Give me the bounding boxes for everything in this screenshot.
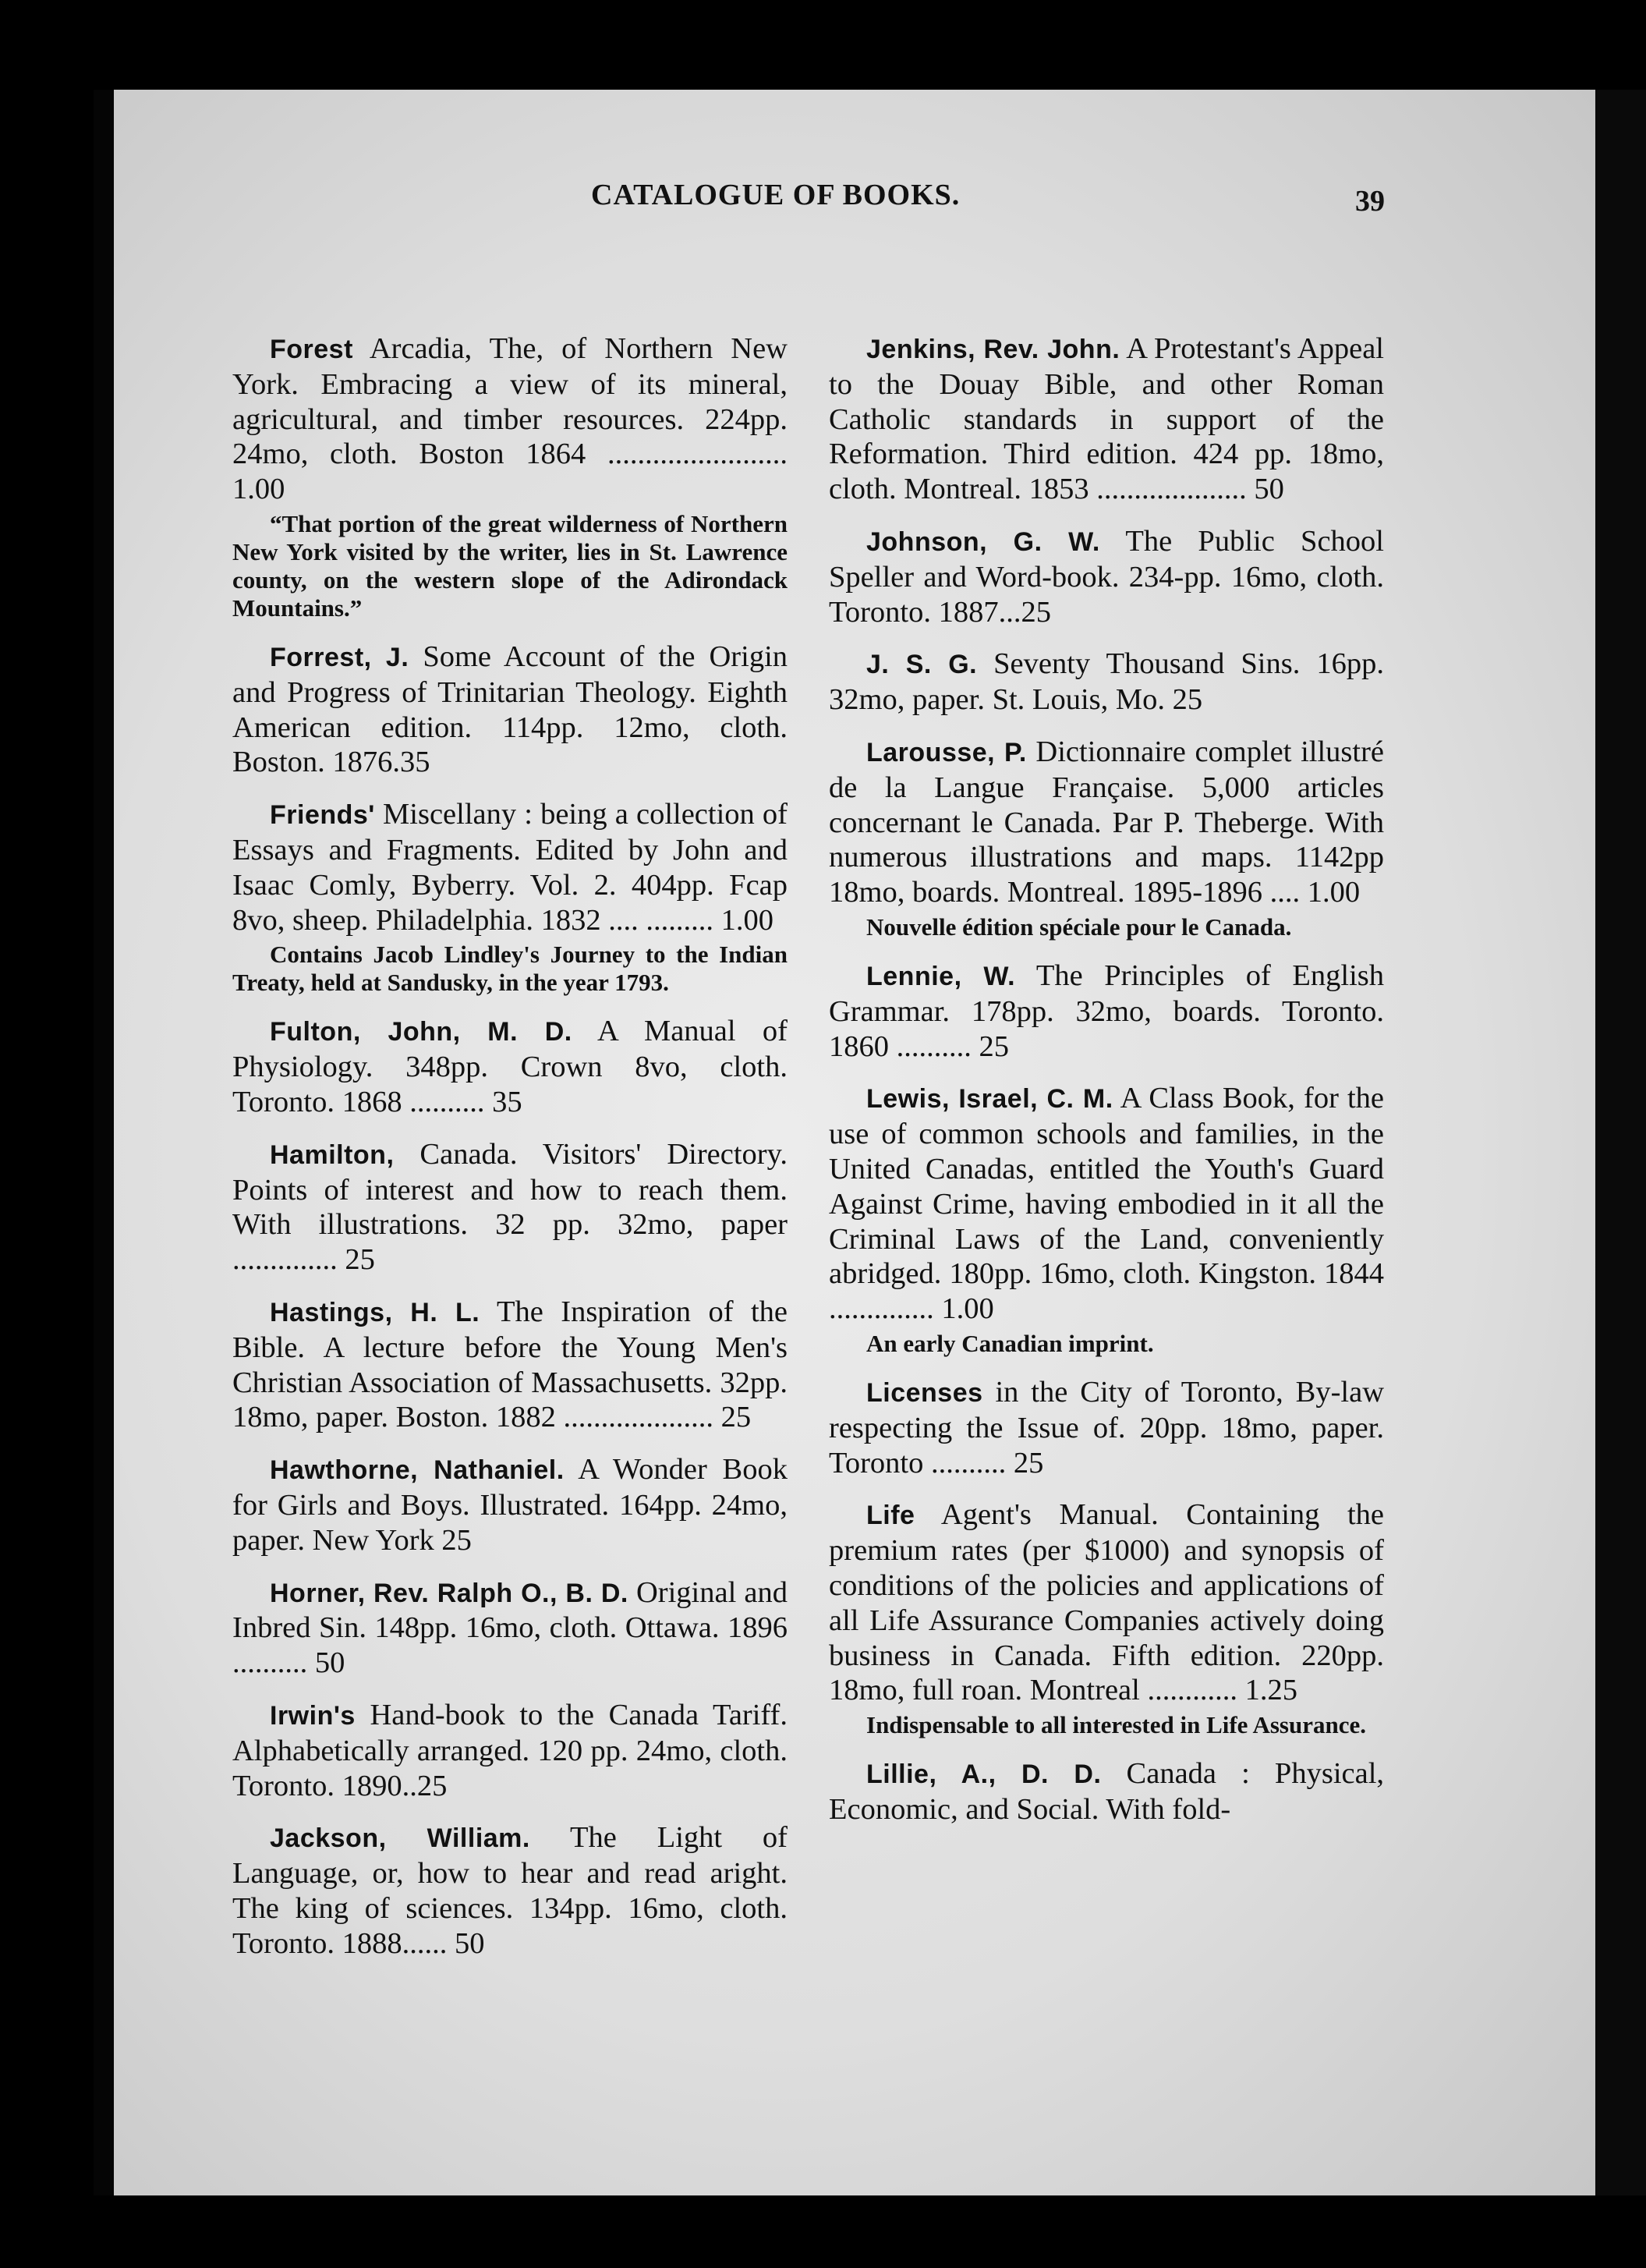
entry-heading: Lewis, Israel, C. M. bbox=[866, 1084, 1113, 1115]
running-head bbox=[0, 178, 1646, 225]
left-column bbox=[232, 331, 788, 1978]
entry-body: Canada : Physical, Economic, and Social. With fold- bbox=[829, 1757, 1385, 1826]
entry-body: A Wonder Book for Girls and Boys. Illustrated. 164pp. 24mo, paper. New York 25 bbox=[232, 1453, 788, 1557]
catalogue-entry bbox=[829, 524, 1384, 629]
entry-heading: Hamilton, bbox=[270, 1139, 395, 1170]
entry-note: “That portion of the great wilderness of Northern New York visited by the writer, lies in St. Lawrence county, on the western slope of the Adirondack Mountains.” bbox=[232, 509, 788, 622]
catalogue-entry bbox=[232, 331, 788, 622]
entry-body: in the City of Toronto, By-law respecting the Issue of. 20pp. 18mo, paper. Toronto .......... 25 bbox=[829, 1375, 1384, 1480]
entry-heading: Life bbox=[866, 1501, 915, 1531]
entry-heading: Jackson, William. bbox=[270, 1823, 530, 1854]
entry-heading: Friends' bbox=[270, 800, 375, 831]
catalogue-entry bbox=[829, 331, 1384, 507]
entry-body: A Class Book, for the use of common schools and families, in the United Canadas, entitled the Youth's Guard Against Crime, having embodied in it all the Criminal Laws of the Land, conveniently abridged. 180pp. 16mo, cloth. Kingston. 1844 .............. 1.00 bbox=[829, 1082, 1384, 1326]
entry-body: Hand-book to the Canada Tariff. Alphabetically arranged. 120 pp. 24mo, cloth. Toronto. 1890..25 bbox=[232, 1698, 788, 1802]
entry-note: An early Canadian imprint. bbox=[866, 1329, 1154, 1357]
entry-note: Contains Jacob Lindley's Journey to the Indian Treaty, held at Sandusky, in the year 1793. bbox=[232, 941, 788, 997]
entry-heading: Horner, Rev. Ralph O., B. D. bbox=[270, 1578, 628, 1608]
entry-heading: Licenses bbox=[866, 1377, 983, 1408]
catalogue-entry bbox=[829, 1497, 1384, 1739]
catalogue-entry bbox=[829, 735, 1384, 941]
entry-body: The Light of Language, or, how to hear and read aright. The king of sciences. 134pp. 16mo, cloth. Toronto. 1888...... 50 bbox=[232, 1821, 788, 1960]
entry-heading: Forrest, J. bbox=[270, 642, 409, 672]
entry-heading: Larousse, P. bbox=[866, 737, 1027, 767]
catalogue-entry bbox=[829, 1756, 1384, 1827]
entry-body: Miscellany : being a collection of Essays and Fragments. Edited by John and Isaac Comly, Byberry. Vol. 2. 404pp. Fcap 8vo, sheep. Philadelphia. 1832 .... ......... 1.00 bbox=[232, 798, 788, 937]
catalogue-entry bbox=[232, 1452, 788, 1557]
catalogue-entry bbox=[232, 1295, 788, 1435]
catalogue-entry bbox=[232, 1698, 788, 1803]
entry-body: The Public School Speller and Word-book. 234-pp. 16mo, cloth. Toronto. 1887...25 bbox=[829, 524, 1384, 629]
entry-heading: Fulton, John, M. D. bbox=[270, 1017, 572, 1047]
entry-body: Canada. Visitors' Directory. Points of interest and how to reach them. With illustrations. 32 pp. 32mo, paper .............. 25 bbox=[232, 1137, 788, 1277]
catalogue-entry bbox=[232, 1820, 788, 1961]
entry-heading: Forest bbox=[270, 335, 353, 364]
catalogue-entry bbox=[232, 1137, 788, 1278]
page-title: CATALOGUE OF BOOKS. bbox=[591, 179, 961, 211]
catalogue-entry bbox=[232, 797, 788, 997]
entry-heading: Hastings, H. L. bbox=[270, 1297, 480, 1327]
entry-note: Nouvelle édition spéciale pour le Canada. bbox=[866, 913, 1292, 941]
page-number: 39 bbox=[1355, 185, 1385, 218]
entry-heading: Johnson, G. W. bbox=[866, 526, 1100, 557]
catalogue-entry bbox=[829, 1375, 1384, 1480]
catalogue-entry bbox=[829, 647, 1384, 718]
entry-body: Original and Inbred Sin. 148pp. 16mo, cloth. Ottawa. 1896 .......... 50 bbox=[232, 1575, 788, 1680]
entry-body: The Inspiration of the Bible. A lecture before the Young Men's Christian Association of Massachusetts. 32pp. 18mo, paper. Boston. 1882 .................... 25 bbox=[232, 1295, 788, 1434]
entry-heading: Lillie, A., D. D. bbox=[866, 1759, 1102, 1790]
entry-body: Some Account of the Origin and Progress of Trinitarian Theology. Eighth American edition. 114pp. 12mo, cloth. Boston. 1876.35 bbox=[232, 640, 788, 779]
catalogue-entry bbox=[232, 640, 788, 780]
catalogue-entry bbox=[829, 1081, 1384, 1358]
entry-heading: J. S. G. bbox=[866, 650, 978, 680]
entry-heading: Jenkins, Rev. John. bbox=[866, 335, 1120, 364]
entry-body: The Principles of English Grammar. 178pp. 32mo, boards. Toronto. 1860 .......... 25 bbox=[829, 959, 1385, 1063]
entry-note: Indispensable to all interested in Life Assurance. bbox=[866, 1711, 1367, 1739]
entry-body: Agent's Manual. Containing the premium rates (per $1000) and synopsis of conditions of the policies and applications of all Life Assurance Companies actively doing business in Canada. Fifth edition. 220pp. 18mo, full roan. Montreal ............ 1.25 bbox=[829, 1498, 1384, 1707]
entry-body: Seventy Thousand Sins. 16pp. 32mo, paper. St. Louis, Mo. 25 bbox=[829, 647, 1385, 717]
catalogue-entry bbox=[232, 1575, 788, 1681]
entry-body: A Protestant's Appeal to the Douay Bible, and other Roman Catholic standards in support of the Reformation. Third edition. 424 pp. 18mo, cloth. Montreal. 1853 .................... 50 bbox=[829, 332, 1384, 506]
right-column bbox=[829, 331, 1384, 1845]
catalogue-entry bbox=[232, 1014, 788, 1119]
entry-body: A Manual of Physiology. 348pp. Crown 8vo, cloth. Toronto. 1868 .......... 35 bbox=[232, 1015, 788, 1118]
entry-heading: Irwin's bbox=[270, 1700, 356, 1731]
entry-body: Dictionnaire complet illustré de la Langue Française. 5,000 articles concernant le Canada. Par P. Theberge. With numerous illustrations and maps. 1142pp 18mo, boards. Montreal. 1895-1896 .... 1.00 bbox=[829, 735, 1384, 909]
catalogue-entry bbox=[829, 959, 1384, 1064]
entry-heading: Lennie, W. bbox=[866, 961, 1016, 991]
entry-heading: Hawthorne, Nathaniel. bbox=[270, 1455, 565, 1486]
book-spine bbox=[94, 90, 114, 2195]
page-edge bbox=[1595, 90, 1646, 2195]
entry-body: Arcadia, The, of Northern New York. Embracing a view of its mineral, agricultural, and timber resources. 224pp. 24mo, cloth. Boston 1864 ........................ 1.00 bbox=[232, 332, 788, 506]
